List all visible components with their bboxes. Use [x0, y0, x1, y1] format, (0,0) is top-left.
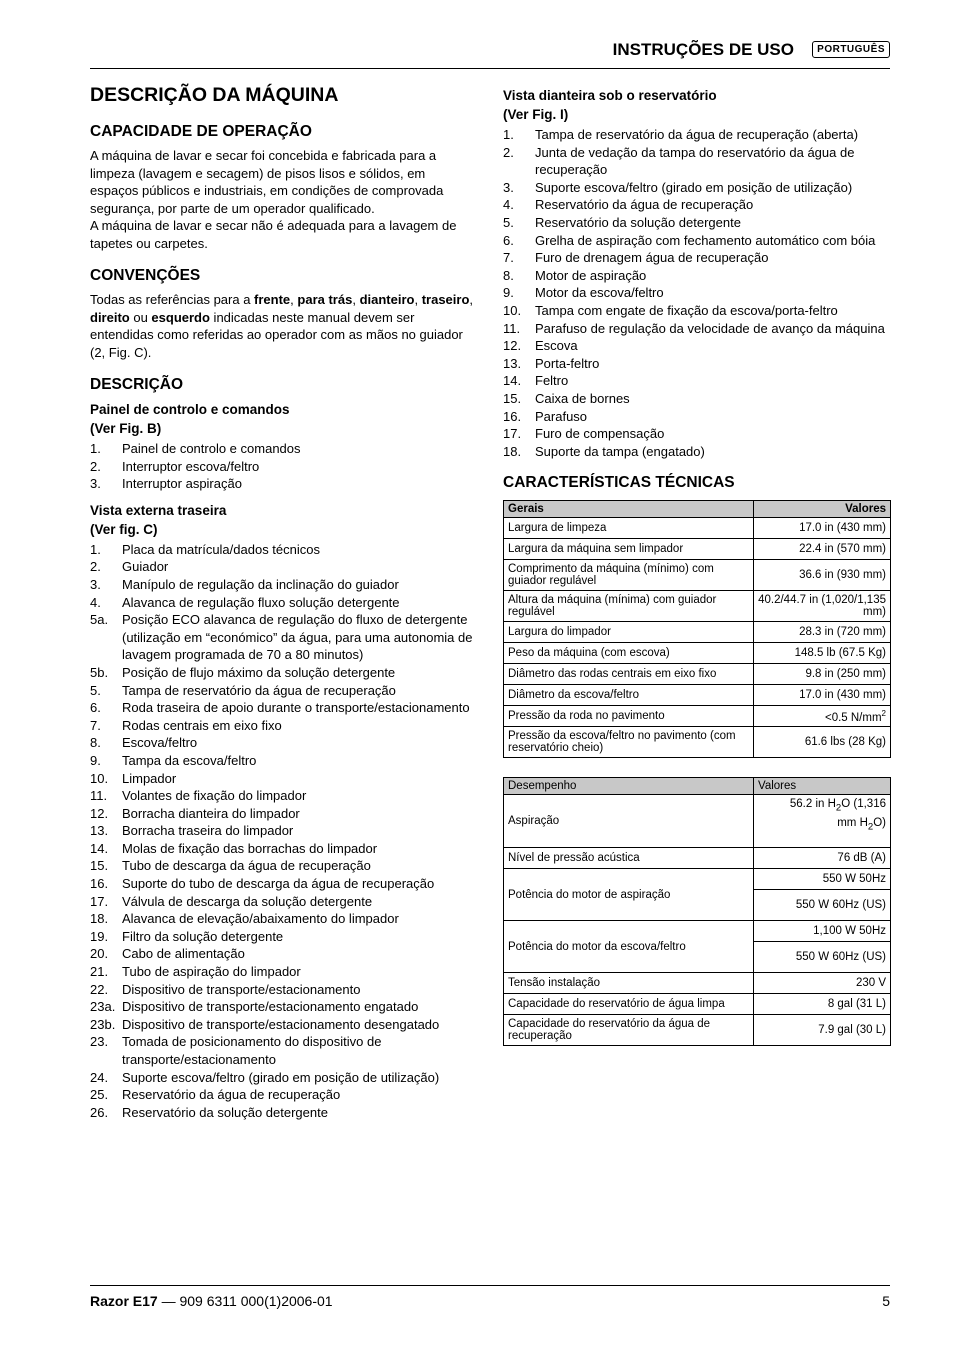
text: Todas as referências para a: [90, 292, 255, 307]
paragraph: [90, 291, 475, 361]
heading-line: Vista externa traseira: [90, 502, 227, 518]
item-number: 5.: [90, 682, 101, 698]
item-number: 20.: [90, 946, 109, 962]
list-item: [503, 196, 891, 214]
list-item: [90, 840, 475, 858]
item-number: 22.: [90, 981, 109, 997]
spec-value: 550 W 60Hz (US): [754, 890, 891, 921]
list-item: [503, 302, 891, 320]
list-item: [503, 144, 891, 179]
table-row: [504, 622, 891, 643]
term: dianteiro: [359, 292, 415, 307]
item-number: 6.: [503, 232, 514, 248]
specs-table-general: [503, 500, 891, 758]
item-text: Alavanca de elevação/abaixamento do limpador: [122, 911, 399, 927]
spec-value: [754, 727, 891, 758]
table-row: [504, 518, 891, 539]
item-number: 14.: [90, 840, 109, 856]
list-item: [503, 390, 891, 408]
term: esquerdo: [151, 309, 210, 325]
item-number: 17.: [503, 426, 522, 442]
table-row: [504, 643, 891, 664]
list-item: [90, 787, 475, 805]
item-text: Alavanca de regulação fluxo solução detergente: [122, 594, 400, 610]
item-text: Porta-feltro: [535, 355, 600, 371]
list-item: [90, 822, 475, 840]
list-item: [503, 372, 891, 390]
spec-label: Largura da máquina sem limpador: [504, 539, 754, 560]
list-item: [90, 682, 475, 700]
column-header: Gerais: [504, 501, 754, 518]
spec-value: [754, 591, 891, 622]
list-item: [90, 440, 475, 458]
heading-line: (Ver Fig. B): [90, 421, 162, 436]
spec-label: Largura de limpeza: [504, 518, 754, 539]
value-sub: 2: [835, 802, 842, 814]
list-item: [90, 1104, 475, 1122]
spec-label: Capacidade do reservatório da água de recuperação: [504, 1015, 754, 1046]
item-text: Interruptor escova/feltro: [122, 458, 260, 474]
item-number: 15.: [90, 858, 109, 874]
list-item: [90, 1069, 475, 1087]
table-row: [504, 869, 891, 890]
spec-label: Peso da máquina (com escova): [504, 643, 754, 664]
item-text: Tomada de posicionamento do dispositivo de transporte/estacionamento: [122, 1034, 382, 1067]
item-number: 21.: [90, 964, 109, 980]
list-item: [90, 541, 475, 559]
item-text: Roda traseira de apoio durante o transporte/estacionamento: [122, 700, 470, 716]
list-item: [90, 611, 475, 664]
item-number: 12.: [503, 338, 522, 354]
subsection-heading: [90, 501, 475, 539]
spec-value: [754, 643, 891, 664]
item-text: Feltro: [535, 373, 569, 389]
list-item: [90, 752, 475, 770]
value-text: <0.5 N/mm: [824, 712, 882, 725]
item-text: Placa da matrícula/dados técnicos: [122, 541, 320, 557]
list-item: [503, 267, 891, 285]
model-name: Razor E17: [90, 1293, 158, 1309]
subsection-heading: [90, 400, 475, 438]
item-text: Escova/feltro: [122, 735, 198, 751]
item-number: 6.: [90, 700, 101, 716]
text: ,: [352, 292, 360, 307]
table-row: [504, 848, 891, 869]
item-number: 11.: [503, 320, 521, 336]
item-number: 15.: [503, 390, 522, 406]
item-text: Motor de aspiração: [535, 267, 647, 283]
item-text: Painel de controlo e comandos: [122, 441, 301, 456]
value-part: mm H: [837, 816, 868, 829]
item-number: 2.: [90, 559, 101, 575]
table-row: [504, 591, 891, 622]
list-item: [503, 214, 891, 232]
item-text: Válvula de descarga da solução detergente: [122, 893, 373, 909]
spec-value: [754, 664, 891, 685]
list-item: [503, 337, 891, 355]
spec-value: 230 V: [754, 973, 891, 994]
unit-exponent: 2: [881, 709, 886, 719]
list-item: [90, 1086, 475, 1104]
item-text: Parafuso de regulação da velocidade de avanço da máquina: [535, 320, 885, 336]
list-item: [90, 734, 475, 752]
column-header: Desempenho: [504, 778, 754, 795]
left-column: [90, 84, 475, 1129]
language-badge: PORTUGUÊS: [812, 41, 890, 58]
spec-value: [754, 518, 891, 539]
spec-label: Diâmetro da escova/feltro: [504, 685, 754, 706]
value-text: 40.2/44.7 in (1,020/1,135 mm): [758, 594, 886, 619]
item-number: 5.: [503, 214, 514, 230]
right-column: [503, 86, 891, 1046]
section-capacidade: [90, 123, 475, 252]
item-text: Borracha traseira do limpador: [122, 823, 294, 839]
item-text: Grelha de aspiração com fechamento automático com bóia: [535, 232, 876, 248]
spec-label: Tensão instalação: [504, 973, 754, 994]
section-descricao: [90, 376, 475, 1121]
spec-label: Potência do motor de aspiração: [504, 869, 754, 921]
list-item: [90, 558, 475, 576]
table-row: [504, 795, 891, 848]
item-text: Cabo de alimentação: [122, 946, 245, 962]
item-text: Reservatório da água de recuperação: [122, 1087, 341, 1103]
term: traseiro: [421, 292, 470, 307]
page-title: DESCRIÇÃO DA MÁQUINA: [90, 84, 339, 106]
table-row: [504, 921, 891, 942]
specs-table-performance: [503, 777, 891, 1046]
spec-label: Altura da máquina (mínima) com guiador regulável: [504, 591, 754, 622]
item-number: 3.: [503, 179, 514, 195]
spec-value: 76 dB (A): [754, 848, 891, 869]
list-dianteira: [503, 126, 891, 460]
item-number: 18.: [90, 911, 109, 927]
text: ,: [290, 292, 298, 307]
item-number: 7.: [503, 250, 514, 266]
item-text: Caixa de bornes: [535, 390, 630, 406]
item-text: Suporte escova/feltro (girado em posição de utilização): [535, 179, 853, 195]
item-number: 2.: [503, 144, 514, 160]
text: indicadas neste manual devem ser entendidas como referidas ao operador com as mãos no guiador (2, Fig. C).: [90, 309, 463, 360]
item-text: Molas de fixação das borrachas do limpador: [122, 840, 378, 856]
list-item: [503, 355, 891, 373]
spec-label: Potência do motor da escova/feltro: [504, 921, 754, 973]
list-item: [90, 458, 475, 476]
list-item: [503, 425, 891, 443]
list-item: [90, 770, 475, 788]
heading-line: (Ver Fig. I): [503, 107, 569, 122]
item-text: Reservatório da solução detergente: [535, 214, 741, 230]
spec-label: Pressão da escova/feltro no pavimento (com reservatório cheio): [504, 727, 754, 758]
section-convencoes: [90, 267, 475, 361]
table-row: [504, 706, 891, 727]
list-item: [90, 717, 475, 735]
item-number: 1.: [90, 441, 101, 456]
list-item: [90, 576, 475, 594]
item-text: Tampa de reservatório da água de recuperação (aberta): [535, 127, 859, 142]
spec-label: Diâmetro das rodas centrais em eixo fixo: [504, 664, 754, 685]
page-header: [90, 38, 890, 69]
value-text: 36.6 in (930 mm): [799, 569, 886, 582]
value-part: O): [873, 816, 886, 829]
text: ou: [129, 309, 152, 325]
value-sub: 2: [867, 820, 874, 832]
header-title: INSTRUÇÕES DE USO: [612, 40, 794, 59]
item-number: 13.: [90, 823, 109, 839]
item-number: 5b.: [90, 664, 109, 680]
item-text: Guiador: [122, 559, 169, 575]
value-text: 17.0 in (430 mm): [799, 689, 886, 702]
spec-value: 7.9 gal (30 L): [754, 1015, 891, 1046]
list-item: [90, 945, 475, 963]
list-item: [90, 963, 475, 981]
item-text: Escova: [535, 338, 578, 354]
item-text: Tubo de aspiração do limpador: [122, 964, 301, 980]
value-text: 61.6 lbs (28 Kg): [804, 736, 886, 749]
value-text: 148.5 lb (67.5 Kg): [794, 647, 886, 660]
list-item: [90, 857, 475, 875]
item-number: 3.: [90, 476, 101, 492]
list-item: [90, 594, 475, 612]
column-header: Valores: [754, 501, 891, 518]
item-number: 25.: [90, 1087, 109, 1103]
term: direito: [90, 309, 130, 325]
item-text: Furo de compensação: [535, 426, 665, 442]
item-number: 23.: [90, 1034, 109, 1050]
list-painel: [90, 440, 475, 493]
spec-value: 1,100 W 50Hz: [754, 921, 891, 942]
column-header: Valores: [754, 778, 891, 795]
item-number: 16.: [503, 408, 522, 424]
list-item: [90, 475, 475, 493]
list-item: [503, 126, 891, 144]
spec-value: [754, 539, 891, 560]
value-text: 28.3 in (720 mm): [799, 626, 886, 639]
item-number: 1.: [503, 127, 514, 142]
item-number: 10.: [90, 770, 109, 786]
item-text: Suporte da tampa (engatado): [535, 443, 705, 459]
list-item: [90, 981, 475, 999]
paragraph: A máquina de lavar e secar foi concebida e fabricada para a limpeza (lavagem e secagem) de pisos lisos e sólidos, em espaços públicos e industriais, em condições de comprovada segurança, por parte de um operador qualificado.: [90, 148, 444, 216]
list-item: [90, 1016, 475, 1034]
table-row: [504, 727, 891, 758]
spec-label: Capacidade do reservatório de água limpa: [504, 994, 754, 1015]
item-number: 1.: [90, 541, 101, 557]
item-text: Interruptor aspiração: [122, 476, 242, 492]
item-number: 5a.: [90, 612, 109, 628]
list-item: [90, 1033, 475, 1068]
list-item: [90, 664, 475, 682]
list-item: [503, 232, 891, 250]
list-item: [90, 805, 475, 823]
spec-value: 8 gal (31 L): [754, 994, 891, 1015]
item-text: Furo de drenagem água de recuperação: [535, 250, 769, 266]
item-text: Tampa da escova/feltro: [122, 752, 257, 768]
item-number: 16.: [90, 876, 109, 892]
item-text: Rodas centrais em eixo fixo: [122, 717, 282, 733]
item-text: Filtro da solução detergente: [122, 928, 284, 944]
item-text: Junta de vedação da tampa do reservatório da água de recuperação: [535, 144, 855, 178]
table-header-row: [504, 778, 891, 795]
heading-line: Vista dianteira sob o reservatório: [503, 88, 717, 103]
spec-value: [754, 685, 891, 706]
list-item: [90, 893, 475, 911]
item-number: 23a.: [90, 999, 116, 1015]
page-number: 5: [882, 1293, 890, 1309]
item-number: 2.: [90, 458, 101, 474]
doc-reference: — 909 6311 000(1)2006-01: [157, 1293, 333, 1309]
spec-label: Aspiração: [504, 795, 754, 848]
item-number: 3.: [90, 576, 101, 592]
term: para trás: [297, 292, 353, 307]
list-traseira: [90, 541, 475, 1122]
heading-line: (Ver fig. C): [90, 521, 158, 537]
item-text: Tampa de reservatório da água de recuperação: [122, 682, 396, 698]
section-heading: CARACTERÍSTICAS TÉCNICAS: [503, 474, 735, 492]
table-row: [504, 973, 891, 994]
item-number: 14.: [503, 373, 522, 389]
spec-label: Largura do limpador: [504, 622, 754, 643]
list-item: [503, 320, 891, 338]
item-text: Motor da escova/feltro: [535, 285, 664, 301]
value-text: 22.4 in (570 mm): [799, 543, 886, 556]
item-text: Reservatório da água de recuperação: [535, 197, 754, 213]
item-number: 10.: [503, 302, 522, 318]
spec-label: Nível de pressão acústica: [504, 848, 754, 869]
item-number: 8.: [90, 735, 101, 751]
item-text: Dispositivo de transporte/estacionamento: [122, 981, 361, 997]
text: ,: [414, 292, 422, 307]
spec-value: [754, 622, 891, 643]
section-heading: CAPACIDADE DE OPERAÇÃO: [90, 123, 312, 140]
value-text: 9.8 in (250 mm): [805, 668, 886, 681]
list-item: [90, 699, 475, 717]
list-item: [503, 408, 891, 426]
text: ,: [469, 292, 474, 307]
table-row: [504, 664, 891, 685]
table-header-row: [504, 501, 891, 518]
table-row: [504, 1015, 891, 1046]
item-text: Tubo de descarga da água de recuperação: [122, 858, 371, 874]
item-number: 11.: [90, 788, 108, 804]
item-number: 23b.: [90, 1016, 116, 1032]
list-item: [90, 928, 475, 946]
item-number: 4.: [90, 594, 101, 610]
item-number: 17.: [90, 893, 109, 909]
paragraph: A máquina de lavar e secar não é adequada para a lavagem de tapetes ou carpetes.: [90, 218, 457, 251]
item-text: Dispositivo de transporte/estacionamento desengatado: [122, 1016, 440, 1032]
section-heading: DESCRIÇÃO: [90, 376, 184, 393]
item-text: Dispositivo de transporte/estacionamento engatado: [122, 999, 419, 1015]
item-text: Posição de flujo máximo da solução detergente: [122, 664, 396, 680]
term: frente: [254, 292, 291, 307]
item-text: Tampa com engate de fixação da escova/porta-feltro: [535, 302, 838, 318]
spec-label: Comprimento da máquina (mínimo) com guiador regulável: [504, 560, 754, 591]
item-text: Suporte escova/feltro (girado em posição de utilização): [122, 1069, 440, 1085]
spec-value: [754, 560, 891, 591]
table-row: [504, 994, 891, 1015]
item-number: 9.: [503, 285, 514, 301]
table-row: [504, 685, 891, 706]
spec-label: Pressão da roda no pavimento: [504, 706, 754, 727]
spec-value: 550 W 60Hz (US): [754, 942, 891, 973]
spec-value: [754, 795, 891, 848]
item-text: Reservatório da solução detergente: [122, 1104, 328, 1120]
subsection-heading: [503, 86, 891, 124]
item-number: 18.: [503, 443, 522, 459]
value-part: O (1,316: [841, 798, 886, 811]
item-number: 12.: [90, 805, 109, 821]
list-item: [503, 179, 891, 197]
item-number: 7.: [90, 717, 101, 733]
item-text: Posição ECO alavanca de regulação do fluxo de detergente (utilização em “económico” da água, para uma autonomia de lavagem programada de 70 a 80 minutos): [122, 612, 473, 663]
item-text: Parafuso: [535, 408, 588, 424]
item-text: Borracha dianteira do limpador: [122, 805, 300, 821]
heading-line: Painel de controlo e comandos: [90, 402, 290, 417]
item-text: Volantes de fixação do limpador: [122, 788, 307, 804]
list-item: [90, 910, 475, 928]
list-item: [503, 443, 891, 461]
value-text: 17.0 in (430 mm): [799, 522, 886, 535]
table-row: [504, 560, 891, 591]
spec-value: 550 W 50Hz: [754, 869, 891, 890]
item-number: 4.: [503, 197, 514, 213]
value-part: 56.2 in H: [789, 798, 836, 811]
list-item: [503, 284, 891, 302]
item-number: 9.: [90, 752, 101, 768]
item-text: Limpador: [122, 770, 177, 786]
item-number: 8.: [503, 267, 514, 283]
spec-value: [754, 706, 891, 727]
table-row: [504, 539, 891, 560]
item-number: 19.: [90, 928, 109, 944]
item-number: 26.: [90, 1104, 109, 1120]
item-number: 13.: [503, 355, 522, 371]
list-item: [503, 249, 891, 267]
page-footer: [90, 1285, 890, 1309]
section-heading: CONVENÇÕES: [90, 267, 201, 284]
item-text: Manípulo de regulação da inclinação do guiador: [122, 576, 399, 592]
item-text: Suporte do tubo de descarga da água de recuperação: [122, 876, 435, 892]
list-item: [90, 998, 475, 1016]
list-item: [90, 875, 475, 893]
item-number: 24.: [90, 1069, 109, 1085]
